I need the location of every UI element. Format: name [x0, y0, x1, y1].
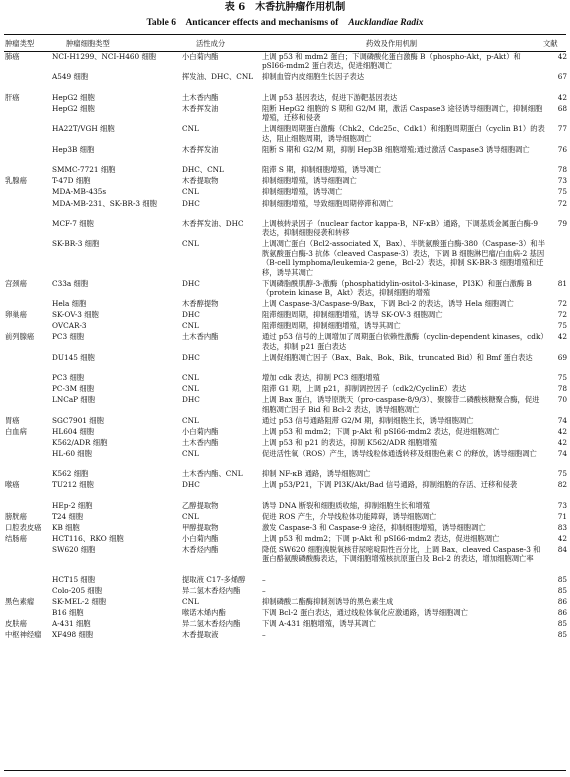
cell-line-cell: MDA-MB-231、SK-BR-3 细胞	[52, 198, 157, 208]
active-component-cell: 喉诺木烯内酯	[182, 607, 226, 617]
active-component-cell: CNL	[182, 124, 199, 134]
cell-line-cell: MDA-MB-435s	[52, 187, 107, 197]
active-component-cell: DHC	[182, 480, 200, 490]
cell-line-cell: T24 细胞	[52, 511, 84, 521]
tumor-type-cell: 黑色素瘤	[5, 596, 35, 606]
tumor-type-cell: 宫颈癌	[5, 278, 27, 288]
tumor-type-cell: 前列腺癌	[5, 332, 35, 342]
tumor-type-cell: 乳腺癌	[5, 176, 27, 186]
active-component-cell: CNL	[182, 448, 199, 458]
active-component-cell: 土木香内酯	[182, 92, 219, 102]
active-component-cell: 乙醇提取物	[182, 500, 219, 510]
active-component-cell: 小白菊内酯	[182, 533, 219, 543]
cell-line-cell: LNCaP 细胞	[52, 395, 95, 405]
reference-cell: 83	[557, 522, 567, 532]
reference-cell: 85	[557, 630, 567, 639]
reference-cell: 86	[557, 607, 567, 617]
reference-cell: 42	[557, 533, 567, 543]
reference-cell: 78	[557, 165, 567, 175]
tumor-type-cell: 中枢神经瘤	[5, 630, 42, 639]
mechanism-cell: 上调 Caspase-3/Caspase-9/Bax，下调 Bcl-2 的表达，诱导 Hela 细胞凋亡	[262, 299, 514, 308]
mechanism-cell: 上调 p53/P21，下调 PI3K/Akt/Bad 信号通路，抑制细胞的存活、迁移和侵袭	[262, 480, 518, 490]
mechanism-cell: 通过 p53 信号通路阻滞 G2/M 期，抑制细胞生长，诱导细胞凋亡	[262, 415, 474, 425]
tumor-type-cell: 肝癌	[5, 92, 20, 102]
active-component-cell: 木香挥发油	[182, 104, 219, 113]
cell-line-cell: SK-BR-3 细胞	[52, 239, 100, 249]
tumor-type-cell: 皮肤癌	[5, 619, 27, 628]
active-component-cell: 木香挥发油、DHC	[182, 218, 244, 228]
bottom-rule	[4, 770, 566, 771]
reference-cell: 85	[557, 585, 567, 595]
active-component-cell: CNL	[182, 187, 199, 197]
mechanism-cell: –	[262, 585, 266, 595]
active-component-cell: CNL	[182, 511, 199, 521]
mechanism-cell: 上调促细胞凋亡因子（Bax、Bak、Bok、Bik、truncated Bid）和 Bmf 蛋白表达	[262, 352, 533, 362]
cell-line-cell: Colo-205 细胞	[52, 585, 103, 595]
mechanism-cell: 上调细胞周期蛋白激酶（Chk2、Cdc25c、Cdk1）和细胞周期蛋白（cyclin B1）的表达，阻止细胞周期，诱导细胞凋亡	[262, 124, 545, 143]
reference-cell: 72	[557, 198, 567, 208]
reference-cell: 42	[557, 332, 567, 342]
reference-cell: 73	[557, 176, 567, 186]
active-component-cell: 土木香内酯、CNL	[182, 469, 243, 479]
cell-line-cell: KB 细胞	[52, 522, 80, 532]
mechanism-cell: 激发 Caspase-3 和 Caspase-9 途径，抑制细胞增殖，诱导细胞凋亡	[262, 522, 486, 532]
active-component-cell: 土木香内酯	[182, 332, 219, 342]
table-caption-zh: 表 6 木香抗肿瘤作用机制	[224, 2, 346, 13]
cell-line-cell: HepG2 细胞	[52, 104, 95, 113]
cell-line-cell: C33a 细胞	[52, 278, 89, 288]
mechanism-cell: 降低 SW620 细胞溴脱氧核苷尿嘧啶阳性百分比，上调 Bax、cleaved Caspase-3 和蛋白酪氨酸磷酸酶表达，下调细胞增殖核抗原蛋白及 Bcl-2 的表达，增加细胞凋亡率	[262, 545, 541, 564]
active-component-cell: 木香醇提物	[182, 299, 219, 308]
cell-line-cell: PC-3M 细胞	[52, 384, 94, 394]
reference-cell: 75	[557, 321, 567, 331]
mechanism-cell: 上调 p53 和 mdm2；下调 p-Akt 和 pSI66-mdm2 表达，促进细胞凋亡	[262, 426, 500, 436]
active-component-cell: CNL	[182, 596, 199, 606]
active-component-cell: DHC	[182, 198, 200, 208]
active-component-cell: DHC	[182, 310, 200, 320]
tumor-type-cell: 膀胱癌	[5, 511, 27, 521]
active-component-cell: 木香提取液	[182, 630, 219, 639]
cell-line-cell: SK-OV-3 细胞	[52, 310, 99, 320]
mechanism-cell: 促进活性氧（ROS）产生，诱导线粒体通透转移及细胞色素 C 的释放，诱导细胞凋亡	[262, 448, 537, 458]
reference-cell: 84	[557, 545, 567, 554]
cell-line-cell: HepG2 细胞	[52, 92, 95, 102]
reference-cell: 68	[557, 104, 567, 113]
col-header-mechanism: 药效及作用机制	[366, 39, 418, 48]
mechanism-cell: 阻滞 S 期，抑制细胞增殖，诱导凋亡	[262, 165, 382, 175]
col-header-ref: 文献	[543, 39, 558, 48]
cell-line-cell: B16 细胞	[52, 607, 84, 617]
active-component-cell: DHC	[182, 352, 200, 362]
active-component-cell: DHC、CNL	[182, 165, 224, 175]
mechanism-cell: 抑制细胞增殖，导致细胞周期停滞和凋亡	[262, 198, 394, 208]
mechanism-cell: 上调 p53 和 mdm2 蛋白；下调磷酸化蛋白激酶 B（phospho-Akt，p-Akt）和 pSI66-mdm2 蛋白表达，促进细胞凋亡	[262, 52, 521, 71]
active-component-cell: 土木香内酯	[182, 437, 219, 447]
cell-line-cell: OVCAR-3	[52, 321, 87, 331]
table-caption-en-prefix: Table 6 Anticancer effects and mechanisms of	[146, 18, 339, 28]
reference-cell: 77	[557, 124, 567, 134]
active-component-cell: 小白菊内酯	[182, 426, 219, 436]
mechanism-cell: 上调 p53 和 p21 的表达，抑制 K562/ADR 细胞增殖	[262, 437, 438, 447]
mechanism-cell: 增加 cdk 表达，抑制 PC3 细胞增殖	[262, 373, 380, 383]
active-component-cell: 异二氢木香烃内酯	[182, 585, 241, 595]
active-component-cell: CNL	[182, 415, 199, 425]
cell-line-cell: HA22T/VGH 细胞	[52, 124, 115, 134]
tumor-type-cell: 胃癌	[5, 415, 20, 425]
reference-cell: 42	[557, 426, 567, 436]
mechanism-cell: 抑制血管内皮细胞生长因子表达	[262, 72, 365, 82]
reference-cell: 72	[557, 310, 567, 320]
top-rule	[4, 34, 566, 35]
active-component-cell: 挥发油、DHC、CNL	[182, 72, 254, 82]
cell-line-cell: HCT116、RKO 细胞	[52, 533, 124, 543]
mechanism-cell: –	[262, 630, 266, 639]
mechanism-cell: 抑制 NF-κB 通路，诱导细胞凋亡	[262, 469, 371, 479]
reference-cell: 86	[557, 596, 567, 606]
active-component-cell: 甲醇提取物	[182, 522, 219, 532]
mechanism-cell: 阻滞 G1 期，上调 p21，抑制调控因子（cdk2/CyclinE）表达	[262, 384, 467, 394]
cell-line-cell: HCT15 细胞	[52, 574, 96, 584]
reference-cell: 75	[557, 187, 567, 197]
reference-cell: 71	[557, 511, 567, 521]
mechanism-cell: –	[262, 574, 266, 584]
cell-line-cell: DU145 细胞	[52, 352, 95, 362]
active-component-cell: 木香提取物	[182, 176, 219, 186]
mechanism-cell: 促进 ROS 产生，介导线粒体功能障碍，诱导细胞凋亡	[262, 511, 437, 521]
cell-line-cell: SW620 细胞	[52, 545, 96, 554]
table-caption-en-name: Aucklandiae Radix	[348, 18, 424, 28]
mechanism-cell: 抑制磷酸二酯酶抑制剂诱导的黑色素生成	[262, 596, 394, 606]
cell-line-cell: HL604 细胞	[52, 426, 95, 436]
reference-cell: 70	[557, 395, 567, 405]
reference-cell: 78	[557, 384, 567, 394]
reference-cell: 72	[557, 299, 567, 308]
mechanism-cell: 下调 Bcl-2 蛋白表达，通过线粒体氧化应激通路，诱导细胞凋亡	[262, 607, 468, 617]
active-component-cell: CNL	[182, 239, 199, 249]
cell-line-cell: Hela 细胞	[52, 299, 87, 308]
cell-line-cell: A-431 细胞	[52, 619, 91, 628]
mechanism-cell: 上调凋亡蛋白（Bcl2-associated X，Bax）、半胱氨酸蛋白酶-380（Caspase-3）和半胱氨酸蛋白酶-3 抗体（cleaved Caspase-3）表达，下调 B 细胞淋巴瘤/白血病-2 基因（B-cell lymphoma/leukemia-2 gene，Bcl-2）表达，抑制 SK-BR-3 细胞增殖和迁移，诱导其凋亡	[262, 239, 546, 277]
cell-line-cell: HL-60 细胞	[52, 448, 92, 458]
cell-line-cell: SGC7901 细胞	[52, 415, 104, 425]
cell-line-cell: NCI-H1299、NCI-H460 细胞	[52, 52, 157, 61]
reference-cell: 67	[557, 72, 567, 82]
cell-line-cell: SK-MEL-2 细胞	[52, 596, 107, 606]
cell-line-cell: K562/ADR 细胞	[52, 437, 108, 447]
active-component-cell: 木香挥发油	[182, 144, 219, 154]
reference-cell: 82	[557, 480, 567, 490]
active-component-cell: DHC	[182, 278, 200, 288]
tumor-type-cell: 喉癌	[5, 480, 20, 490]
tumor-type-cell: 卵巢癌	[5, 310, 27, 320]
mechanism-cell: 上调核转录因子（nuclear factor kappa-B，NF-κB）通路，下调基质金属蛋白酶-9 表达，抑制细胞侵袭和转移	[262, 218, 539, 238]
col-header-cell: 肿瘤细胞类型	[66, 39, 110, 48]
active-component-cell: CNL	[182, 373, 199, 383]
reference-cell: 81	[557, 278, 567, 288]
cell-line-cell: SMMC-7721 细胞	[52, 165, 116, 175]
reference-cell: 69	[557, 352, 567, 362]
reference-cell: 73	[557, 500, 567, 510]
cell-line-cell: TU212 细胞	[52, 480, 94, 490]
reference-cell: 42	[557, 92, 567, 102]
mechanism-cell: 上调 Bax 蛋白，诱导原胱天（pro-caspase-8/9/3）、聚腺苷二磷酸核糖聚合酶，促进细胞凋亡因子 Bid 和 Bcl-2 表达，诱导细胞凋亡	[262, 395, 540, 414]
cell-line-cell: T-47D 细胞	[52, 176, 91, 186]
col-header-tumor: 肿瘤类型	[5, 39, 35, 48]
cell-line-cell: PC3 细胞	[52, 373, 85, 383]
cell-line-cell: HEp-2 细胞	[52, 500, 93, 510]
active-component-cell: CNL	[182, 384, 199, 394]
reference-cell: 74	[557, 415, 567, 425]
mechanism-cell: 上调 p53 和 mdm2；下调 p-Akt 和 pSI66-mdm2 表达，促进细胞凋亡	[262, 533, 500, 543]
mechanism-cell: 阻滞细胞周期，抑制细胞增殖，诱导 SK-OV-3 细胞凋亡	[262, 310, 443, 320]
mechanism-cell: 阻滞细胞周期，抑制细胞增殖，诱导其凋亡	[262, 321, 401, 331]
mechanism-cell: 诱导 DNA 断裂和细胞质收缩，抑制细胞生长和增殖	[262, 500, 431, 510]
reference-cell: 79	[557, 218, 567, 228]
cell-line-cell: XF498 细胞	[52, 630, 94, 639]
cell-line-cell: A549 细胞	[52, 72, 89, 82]
reference-cell: 85	[557, 619, 567, 628]
reference-cell: 74	[557, 448, 567, 458]
mechanism-cell: 抑制细胞增殖，诱导细胞凋亡	[262, 176, 357, 186]
reference-cell: 76	[557, 144, 567, 154]
mechanism-cell: 阻断 S 期和 G2/M 期，抑制 Hep3B 细胞增殖;通过激活 Caspase3 诱导细胞凋亡	[262, 144, 530, 154]
table-caption-en	[0, 17, 570, 29]
tumor-type-cell: 结肠癌	[5, 533, 27, 543]
cell-line-cell: MCF-7 细胞	[52, 218, 94, 228]
cell-line-cell: PC3 细胞	[52, 332, 85, 342]
reference-cell: 85	[557, 574, 567, 584]
active-component-cell: 小白菊内酯	[182, 52, 219, 61]
mechanism-cell: 下调磷脂酰肌醇-3-激酶（phosphatidylin-ositol-3-kinase，PI3K）和蛋白激酶 B（protein kinase B，Akt）表达，抑制细胞的增殖	[262, 278, 532, 297]
mechanism-cell: 通过 p53 信号的上调增加了周期蛋白依赖性激酶（cyclin-dependent kinases，cdk）表达，抑制 p21 蛋白表达	[262, 332, 545, 351]
mechanism-cell: 抑制细胞增殖，诱导凋亡	[262, 187, 343, 197]
active-component-cell: CNL	[182, 321, 199, 331]
col-header-component: 活性成分	[196, 39, 226, 48]
cell-line-cell: Hep3B 细胞	[52, 144, 95, 154]
reference-cell: 75	[557, 373, 567, 383]
cell-line-cell: K562 细胞	[52, 469, 89, 479]
reference-cell: 42	[557, 52, 567, 61]
reference-cell: 75	[557, 469, 567, 479]
tumor-type-cell: 肺癌	[5, 52, 20, 61]
active-component-cell: 提取液 C17-多烯醇	[182, 574, 246, 584]
mechanism-cell: 上调 p53 基因表达，促进下游靶基因表达	[262, 92, 398, 102]
mechanism-cell: 阻断 HepG2 细胞的 S 期和 G2/M 期，激活 Caspase3 途径诱导细胞凋亡，抑制细胞增殖，迁移和侵袭	[262, 104, 543, 123]
reference-cell: 42	[557, 437, 567, 447]
active-component-cell: DHC	[182, 395, 200, 405]
active-component-cell: 异二氢木香烃内酯	[182, 619, 241, 628]
mechanism-cell: 下调 A-431 细胞增殖，诱导其凋亡	[262, 619, 376, 628]
active-component-cell: 木香烃内酯	[182, 545, 219, 554]
tumor-type-cell: 白血病	[5, 426, 27, 436]
tumor-type-cell: 口腔表皮癌	[5, 522, 42, 532]
